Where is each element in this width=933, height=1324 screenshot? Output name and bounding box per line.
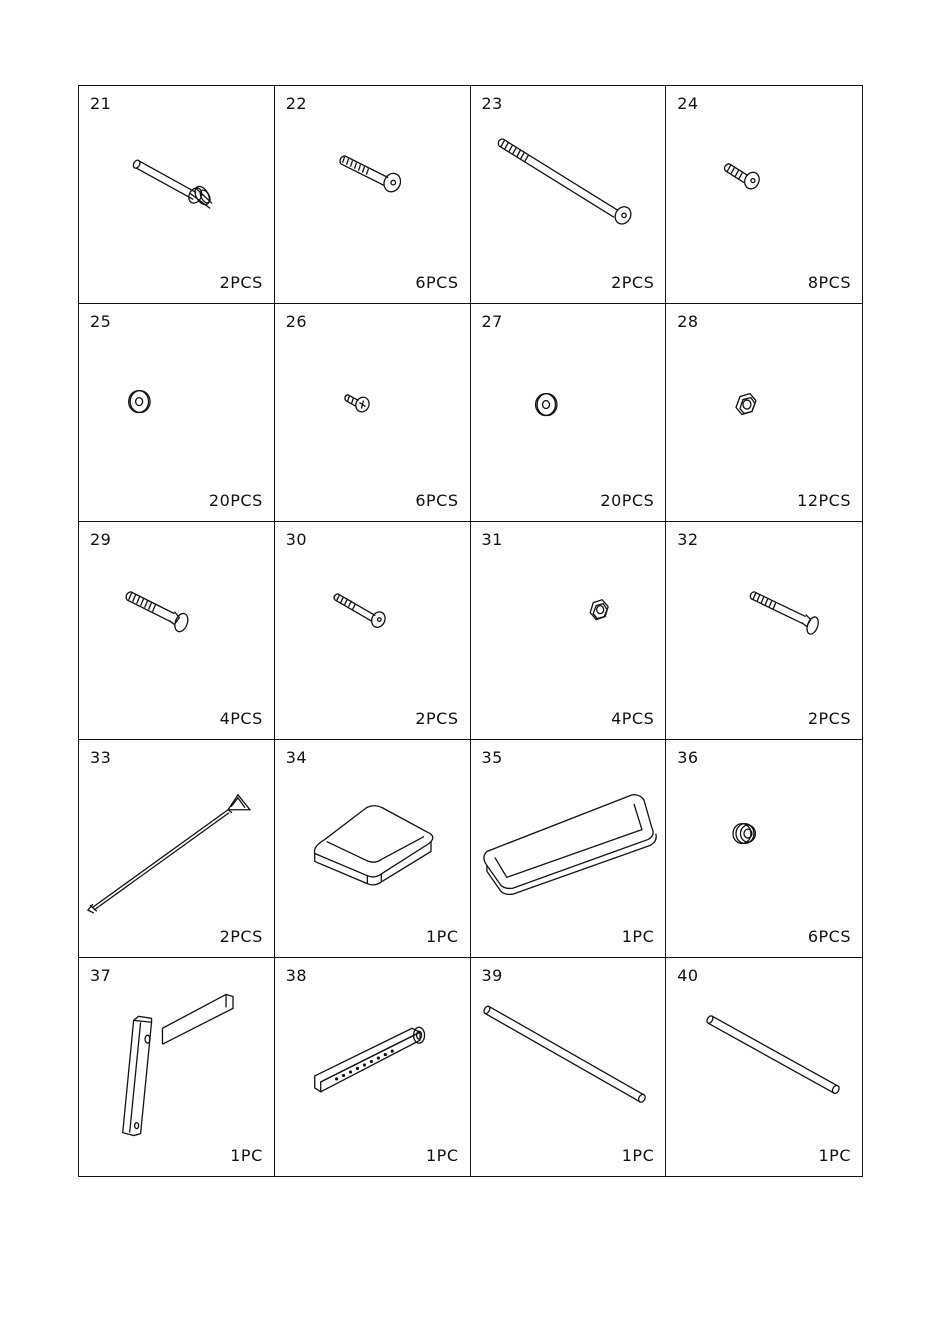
part-quantity: 1PC [621,927,655,946]
part-number: 26 [285,312,308,331]
part-cell [79,86,275,304]
carriage-bolt-icon [79,522,274,739]
part-quantity: 6PCS [807,927,851,946]
part-cell [471,304,667,522]
part-number: 30 [285,530,308,549]
part-number: 23 [481,94,503,113]
part-number: 38 [285,966,308,985]
part-quantity: 2PCS [219,927,263,946]
cable-with-handle-icon [79,740,274,957]
adjustment-tube-icon [275,958,470,1176]
part-quantity: 1PC [621,1146,655,1165]
part-number: 29 [90,530,112,549]
short-round-rod-icon [666,958,862,1176]
part-quantity: 1PC [230,1146,263,1165]
part-quantity: 2PCS [415,709,459,728]
round-rod-icon [471,958,666,1176]
part-quantity: 2PCS [807,709,851,728]
part-number: 33 [90,748,112,767]
part-cell [471,740,667,958]
button-head-bolt-icon [275,522,470,739]
parts-grid [78,85,863,1177]
part-quantity: 4PCS [219,709,263,728]
part-quantity: 12PCS [797,491,851,510]
part-number: 32 [677,530,699,549]
part-cell [666,958,862,1176]
part-quantity: 1PC [818,1146,851,1165]
part-number: 27 [481,312,503,331]
part-quantity: 20PCS [600,491,655,510]
button-head-bolt-icon [275,86,470,303]
part-cell [471,958,667,1176]
angled-frame-tube-icon [79,958,274,1176]
part-cell [79,522,275,740]
part-quantity: 2PCS [611,273,655,292]
long-back-pad-icon [471,740,666,957]
small-screw-icon [275,304,470,521]
part-quantity: 1PC [426,927,459,946]
part-number: 34 [285,748,308,767]
part-quantity: 1PC [426,1146,459,1165]
part-cell [666,522,862,740]
carriage-bolt-icon [666,522,862,739]
part-cell [471,86,667,304]
part-cell [79,740,275,958]
part-number: 39 [481,966,503,985]
part-quantity: 6PCS [415,273,459,292]
short-button-head-screw-icon [666,86,862,303]
part-cell [275,522,471,740]
part-number: 37 [90,966,112,985]
hex-nut-icon [471,522,666,739]
part-cell [275,740,471,958]
part-cell [666,740,862,958]
clevis-pin-with-ring-icon [79,86,274,303]
part-cell [79,304,275,522]
part-cell [471,522,667,740]
part-quantity: 8PCS [807,273,851,292]
part-quantity: 4PCS [611,709,655,728]
part-cell [666,304,862,522]
flat-washer-icon [471,304,666,521]
part-quantity: 2PCS [219,273,263,292]
part-number: 36 [677,748,699,767]
flat-washer-icon [79,304,274,521]
part-cell [79,958,275,1176]
part-number: 25 [90,312,112,331]
part-number: 24 [677,94,699,113]
square-seat-pad-icon [275,740,470,957]
part-quantity: 6PCS [415,491,459,510]
part-quantity: 20PCS [208,491,263,510]
part-number: 22 [285,94,308,113]
part-cell [275,86,471,304]
bushing-icon [666,740,862,957]
long-button-head-bolt-icon [471,86,666,303]
hex-nut-icon [666,304,862,521]
part-number: 35 [481,748,503,767]
part-number: 28 [677,312,699,331]
part-number: 21 [90,94,112,113]
part-number: 40 [677,966,699,985]
part-cell [275,304,471,522]
part-number: 31 [481,530,503,549]
part-cell [275,958,471,1176]
part-cell [666,86,862,304]
